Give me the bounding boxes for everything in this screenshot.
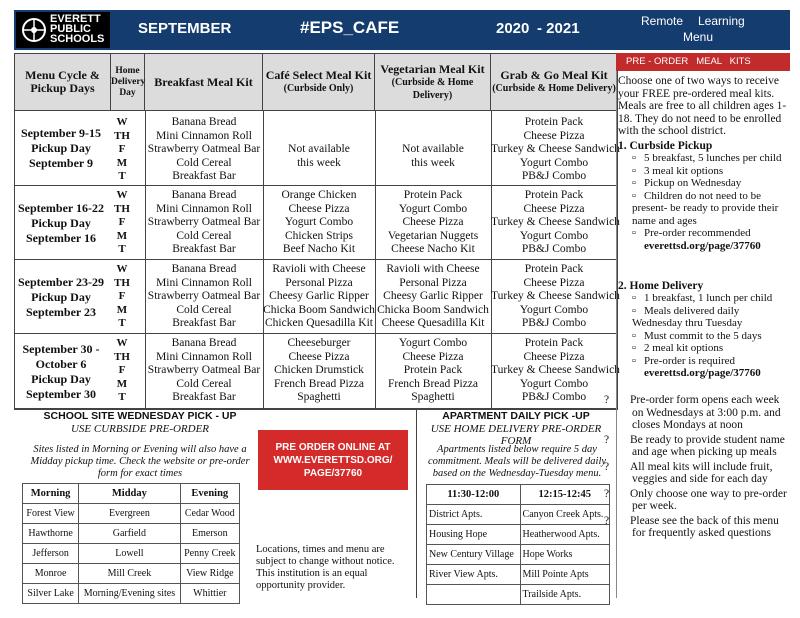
- hashtag-title: #EPS_CAFE: [300, 18, 400, 37]
- checkbox-icon: ▫: [632, 164, 636, 177]
- menu-item: Banana Bread: [171, 337, 237, 349]
- day-label: F: [118, 290, 126, 302]
- table-row: [427, 505, 610, 525]
- col-head-days-label: Home Delivery Day: [111, 65, 146, 98]
- col-head-veg-sub: (Curbside & Home Delivery): [391, 76, 474, 101]
- list-item: ▫ Pre-order is required: [632, 354, 736, 367]
- learning-label: Learning: [698, 14, 745, 28]
- col-head-grab: [491, 54, 617, 111]
- col-head-cycle: [15, 54, 111, 111]
- list-item: ? Please see the back of this menu for frequently asked questions: [604, 514, 779, 539]
- veg-list: [375, 263, 491, 331]
- menu-item: Strawberry Oatmeal Bar: [147, 364, 261, 376]
- list-item: ? All meal kits will include fruit, veggies and side for each day: [604, 460, 773, 485]
- disclaimer: Locations, times and menu are subject to change without notice. This institution is an equal opportunity provider.: [256, 544, 395, 591]
- table-row: [427, 585, 610, 605]
- week-divider: [15, 333, 617, 334]
- menu-item: Cold Cereal: [176, 229, 232, 242]
- table-cell: Cedar Wood: [180, 504, 239, 524]
- day-label: TH: [114, 276, 130, 289]
- preorder-line-1: PRE ORDER ONLINE AT: [275, 441, 391, 453]
- menu-item: Breakfast Bar: [172, 170, 236, 182]
- day-label: W: [116, 337, 128, 349]
- table-row: [23, 544, 240, 564]
- week-days: [111, 189, 133, 257]
- preorder-banner-text: PRE - ORDER MEAL KITS: [626, 56, 751, 67]
- veg-list: [375, 189, 491, 257]
- menu-item: Ravioli with Cheese: [272, 263, 366, 275]
- grab-list: [491, 263, 620, 331]
- table-cell: Housing Hope: [427, 525, 521, 545]
- menu-item: Personal Pizza: [399, 276, 467, 289]
- menu-item: Cheese Pizza: [402, 216, 464, 228]
- menu-item: Cheese Quesadilla Kit: [381, 317, 485, 329]
- table-row: [427, 545, 610, 565]
- cycle-dates: September 23-29: [17, 275, 105, 289]
- cycle-pickup-date: September 16: [25, 231, 97, 245]
- menu-item: Protein Pack: [524, 337, 584, 349]
- menu-item: Cheeseburger: [287, 337, 351, 349]
- menu-item: PB&J Combo: [521, 243, 587, 255]
- menu-item: Spaghetti: [297, 391, 341, 403]
- day-label: W: [116, 189, 128, 201]
- veg-list: [375, 337, 491, 405]
- list-item: ▫ Children do not need to be present- be ready to provide their name and ages: [632, 189, 779, 227]
- checkbox-icon: ▫: [632, 304, 636, 317]
- table-cell: Whittier: [180, 584, 239, 604]
- bullet-icon: ?: [604, 487, 610, 500]
- table-cell: Jefferson: [23, 544, 79, 564]
- menu-item: Breakfast Bar: [172, 243, 236, 255]
- menu-item: Yogurt Combo: [284, 216, 354, 228]
- col-head-veg-label: Vegetarian Meal Kit: [380, 61, 485, 76]
- bottom-divider: [14, 408, 616, 409]
- table-cell: [427, 585, 521, 605]
- week-divider: [15, 259, 617, 260]
- menu-item: Cold Cereal: [176, 303, 232, 316]
- table-header-row: [23, 484, 240, 504]
- menu-item: Yogurt Combo: [398, 337, 468, 349]
- col-head-cafe-sub: (Curbside Only): [283, 83, 354, 94]
- day-label: M: [116, 156, 128, 169]
- grab-list: [491, 116, 620, 184]
- checkbox-icon: ▫: [632, 329, 636, 342]
- bottom-vertical-divider: [416, 408, 417, 598]
- menu-item: Mini Cinnamon Roll: [156, 202, 252, 215]
- cycle-pickup-date: September 30: [25, 387, 97, 401]
- breakfast-list: [145, 189, 263, 257]
- col-head-cafe: [263, 54, 375, 111]
- menu-item: Protein Pack: [403, 189, 463, 201]
- day-label: W: [116, 263, 128, 275]
- menu-item: Chicka Boom Sandwich: [263, 303, 375, 316]
- menu-item: Orange Chicken: [281, 189, 357, 201]
- table-cell: Lowell: [79, 544, 180, 564]
- table-cell: Forest View: [23, 504, 79, 524]
- menu-item: Mini Cinnamon Roll: [156, 276, 252, 289]
- menu-item: Cold Cereal: [176, 377, 232, 390]
- week-days: [111, 263, 133, 331]
- menu-item: Chicken Strips: [284, 229, 354, 242]
- table-header-row: [427, 485, 610, 505]
- menu-item: Chicken Quesadilla Kit: [265, 317, 373, 329]
- list-item: ▫ Pickup on Wednesday: [632, 177, 742, 189]
- day-label: M: [116, 377, 128, 390]
- table-row: [23, 524, 240, 544]
- day-label: M: [116, 229, 128, 242]
- menu-item: Yogurt Combo: [519, 303, 589, 316]
- menu-grid: [14, 53, 618, 410]
- apartment-note: Apartments listed below require 5 day commitment. Meals will be delivered daily based on the Wednesday-Tuesday menu.: [427, 444, 607, 479]
- table-cell: Mill Pointe Apts: [520, 565, 609, 585]
- menu-label: Menu: [683, 30, 714, 44]
- list-item: ? Only choose one way to pre-order per week.: [604, 487, 787, 512]
- menu-item: Cheese Nacho Kit: [391, 243, 475, 255]
- menu-item: Cheesy Garlic Ripper: [383, 290, 483, 302]
- menu-item: Banana Bread: [171, 189, 237, 201]
- year-end: - 2021: [537, 20, 580, 37]
- menu-item: Cheese Pizza: [523, 350, 585, 363]
- day-label: F: [118, 143, 126, 155]
- menu-item: Personal Pizza: [285, 276, 353, 289]
- day-label: F: [118, 364, 126, 376]
- menu-item: Yogurt Combo: [398, 202, 468, 215]
- day-label: T: [118, 243, 126, 255]
- table-cell: Silver Lake: [23, 584, 79, 604]
- menu-item: Turkey & Cheese Sandwich: [491, 364, 620, 376]
- header-time-2: 12:15-12:45: [520, 485, 609, 505]
- table-cell: Canyon Creek Apts.: [520, 505, 609, 525]
- menu-item: Cheese Pizza: [523, 129, 585, 142]
- col-head-breakfast: [145, 54, 263, 111]
- menu-item: Mini Cinnamon Roll: [156, 129, 252, 142]
- header-midday: Midday: [79, 484, 180, 504]
- list-item: ? Pre-order form opens each week on Wednesdays at 3:00 p.m. and closes Mondays at noon: [604, 394, 781, 431]
- table-row: [23, 584, 240, 604]
- list-item: ? Be ready to provide student name and age when picking up meals: [604, 433, 785, 458]
- panel-notes: [604, 394, 788, 540]
- apartment-table: [426, 484, 610, 605]
- day-label: W: [116, 116, 128, 128]
- curbside-link[interactable]: everettsd.org/page/37760: [644, 239, 761, 252]
- col-head-grab-sub: (Curbside & Home Delivery): [492, 83, 616, 94]
- school-site-subtitle: USE CURBSIDE PRE-ORDER: [70, 423, 210, 435]
- header-morning: Morning: [23, 484, 79, 504]
- table-cell: River View Apts.: [427, 565, 521, 585]
- school-site-table: [22, 483, 240, 604]
- cycle-dates: September 9-15: [20, 126, 102, 140]
- list-item: ▫ 3 meal kit options: [632, 164, 724, 177]
- menu-item: Cheese Pizza: [288, 350, 350, 363]
- day-label: TH: [114, 350, 130, 363]
- grab-list: [491, 189, 620, 257]
- cycle-dates: September 16-22: [17, 201, 105, 215]
- logo-line-1: EVERETT: [50, 13, 101, 25]
- menu-item: Strawberry Oatmeal Bar: [147, 290, 261, 302]
- table-cell: Evergreen: [79, 504, 180, 524]
- cafe-list: [263, 143, 375, 170]
- table-cell: District Apts.: [427, 505, 521, 525]
- home-delivery-link[interactable]: everettsd.org/page/37760: [644, 367, 761, 379]
- breakfast-list: [145, 337, 263, 405]
- menu-item: Turkey & Cheese Sandwich: [491, 290, 620, 302]
- apartment-title: APARTMENT DAILY PICK -UP: [442, 410, 590, 422]
- table-cell: Monroe: [23, 564, 79, 584]
- menu-item: Cheese Pizza: [402, 350, 464, 363]
- cafe-list: [263, 337, 375, 405]
- table-cell: Hawthorne: [23, 524, 79, 544]
- month-title: SEPTEMBER: [138, 20, 232, 37]
- preorder-line-3: PAGE/37760: [303, 467, 363, 479]
- table-cell: Penny Creek: [180, 544, 239, 564]
- breakfast-list: [145, 116, 263, 184]
- bullet-icon: ?: [604, 394, 610, 406]
- menu-item: Spaghetti: [411, 391, 455, 403]
- bullet-icon: ?: [604, 433, 610, 446]
- school-site-title: SCHOOL SITE WEDNESDAY PICK - UP: [43, 410, 237, 422]
- logo-line-2: PUBLIC: [50, 23, 91, 35]
- cycle-pickup-label: Pickup Day: [31, 372, 91, 386]
- week-cycle: [15, 201, 107, 246]
- menu-item: Protein Pack: [524, 116, 584, 128]
- cycle-pickup-label: Pickup Day: [31, 290, 91, 304]
- menu-item: this week: [297, 156, 341, 169]
- menu-item: Banana Bread: [171, 116, 237, 128]
- day-label: T: [118, 391, 126, 403]
- list-item: ▫ Meals delivered daily Wednesday thru Tuesday: [632, 304, 743, 329]
- col-head-days: [111, 54, 145, 111]
- table-cell: Garfield: [79, 524, 180, 544]
- table-cell: Trailside Apts.: [520, 585, 609, 605]
- header-evening: Evening: [180, 484, 239, 504]
- menu-item: Protein Pack: [403, 364, 463, 376]
- day-label: T: [118, 317, 126, 329]
- menu-item: Chicken Drumstick: [274, 364, 364, 376]
- cafe-list: [263, 263, 375, 331]
- week-cycle: [15, 126, 107, 171]
- cycle-pickup-date: September 9: [28, 156, 94, 170]
- menu-item: Ravioli with Cheese: [386, 263, 480, 275]
- menu-item: Turkey & Cheese Sandwich: [491, 216, 620, 228]
- col-head-grab-label: Grab & Go Meal Kit: [500, 68, 608, 82]
- menu-item: PB&J Combo: [521, 391, 587, 403]
- menu-item: French Bread Pizza: [273, 377, 365, 390]
- menu-item: Protein Pack: [524, 263, 584, 275]
- preorder-line-2: WWW.EVERETTSD.ORG/: [273, 454, 393, 466]
- day-label: F: [118, 216, 126, 228]
- table-cell: View Ridge: [180, 564, 239, 584]
- menu-item: Yogurt Combo: [519, 229, 589, 242]
- curbside-section: [618, 140, 790, 252]
- preorder-online-button[interactable]: [258, 430, 408, 490]
- menu-item: PB&J Combo: [521, 317, 587, 329]
- table-cell: Emerson: [180, 524, 239, 544]
- cafe-list: [263, 189, 375, 257]
- menu-item: Yogurt Combo: [519, 156, 589, 169]
- menu-item: Vegetarian Nuggets: [387, 229, 479, 242]
- cycle-dates-end: October 6: [35, 357, 87, 371]
- school-site-note: Sites listed in Morning or Evening will also have a Midday pickup time. Check the website or pre-order form for exact times: [30, 444, 250, 479]
- table-cell: New Century Village: [427, 545, 521, 565]
- menu-item: Cheesy Garlic Ripper: [269, 290, 369, 302]
- week-cycle: [15, 275, 107, 320]
- home-delivery-title: 2. Home Delivery: [618, 280, 704, 292]
- table-row: [427, 565, 610, 585]
- menu-item: this week: [411, 156, 455, 169]
- menu-item: Beef Nacho Kit: [282, 243, 356, 255]
- table-cell: Heatherwood Apts.: [520, 525, 609, 545]
- menu-item: Cold Cereal: [176, 156, 232, 169]
- week-divider: [15, 185, 617, 186]
- menu-item: Cheese Pizza: [523, 202, 585, 215]
- checkbox-icon: ▫: [632, 354, 636, 367]
- menu-item: Breakfast Bar: [172, 391, 236, 403]
- day-label: M: [116, 303, 128, 316]
- menu-item: Cheese Pizza: [288, 202, 350, 215]
- menu-item: Protein Pack: [524, 189, 584, 201]
- curbside-title: 1. Curbside Pickup: [618, 140, 713, 152]
- menu-item: Not available: [402, 143, 464, 155]
- table-row: [23, 504, 240, 524]
- menu-item: Yogurt Combo: [519, 377, 589, 390]
- menu-item: Cheese Pizza: [523, 276, 585, 289]
- menu-item: Strawberry Oatmeal Bar: [147, 216, 261, 228]
- day-label: TH: [114, 129, 130, 142]
- list-item: ▫ 5 breakfast, 5 lunches per child: [632, 152, 782, 164]
- menu-item: Mini Cinnamon Roll: [156, 350, 252, 363]
- week-cycle: [15, 342, 107, 402]
- col-head-breakfast-label: Breakfast Meal Kit: [154, 74, 253, 89]
- menu-item: Strawberry Oatmeal Bar: [147, 143, 261, 155]
- checkbox-icon: ▫: [632, 292, 636, 304]
- checkbox-icon: ▫: [632, 177, 636, 189]
- list-item: ▫ 2 meal kit options: [632, 342, 724, 354]
- menu-item: Not available: [288, 143, 350, 155]
- menu-item: Banana Bread: [171, 263, 237, 275]
- veg-list: [375, 143, 491, 170]
- col-head-veg: [375, 54, 491, 111]
- checkbox-icon: ▫: [632, 152, 636, 164]
- compass-logo-icon: [19, 15, 49, 45]
- grab-list: [491, 337, 620, 405]
- table-row: [23, 564, 240, 584]
- cycle-dates: September 30 -: [22, 342, 100, 356]
- year-start: 2020: [496, 20, 530, 37]
- table-row: [427, 525, 610, 545]
- week-days: [111, 116, 133, 184]
- table-cell: Mill Creek: [79, 564, 180, 584]
- header-time-1: 11:30-12:00: [427, 485, 521, 505]
- menu-item: Breakfast Bar: [172, 317, 236, 329]
- day-label: T: [118, 170, 126, 182]
- home-delivery-section: [618, 280, 790, 380]
- bullet-icon: ?: [604, 514, 610, 527]
- checkbox-icon: ▫: [632, 189, 636, 202]
- menu-item: Chicka Boom Sandwich: [377, 303, 489, 316]
- cycle-pickup-label: Pickup Day: [31, 141, 91, 155]
- checkbox-icon: ▫: [632, 342, 636, 354]
- panel-intro: Choose one of two ways to receive your FREE pre-ordered meal kits. Meals are free to all children ages 1-18. They do not need to be enrolled with the school district.: [618, 75, 787, 137]
- cycle-pickup-label: Pickup Day: [31, 216, 91, 230]
- list-item: ▫ Must commit to the 5 days: [632, 329, 762, 342]
- logo-line-3: SCHOOLS: [50, 33, 105, 45]
- list-item: ▫ Pre-order recommended: [632, 227, 751, 239]
- menu-item: French Bread Pizza: [387, 377, 479, 390]
- breakfast-list: [145, 263, 263, 331]
- table-cell: Hope Works: [520, 545, 609, 565]
- apartment-subtitle: USE HOME DELIVERY PRE-ORDER FORM: [430, 423, 602, 447]
- week-days: [111, 337, 133, 405]
- list-item: ▫ 1 breakfast, 1 lunch per child: [632, 292, 773, 304]
- bullet-icon: ?: [604, 460, 610, 473]
- day-label: TH: [114, 202, 130, 215]
- col-head-cycle-label: Menu Cycle & Pickup Days: [25, 68, 100, 95]
- district-logo: [16, 12, 110, 48]
- remote-label: Remote: [641, 14, 684, 28]
- preorder-banner: [616, 53, 790, 71]
- menu-item: Turkey & Cheese Sandwich: [491, 143, 620, 155]
- menu-item: PB&J Combo: [521, 170, 587, 182]
- checkbox-icon: ▫: [632, 227, 636, 239]
- cycle-pickup-date: September 23: [25, 305, 97, 319]
- col-head-cafe-label: Café Select Meal Kit: [265, 68, 372, 82]
- table-cell: Morning/Evening sites: [79, 584, 180, 604]
